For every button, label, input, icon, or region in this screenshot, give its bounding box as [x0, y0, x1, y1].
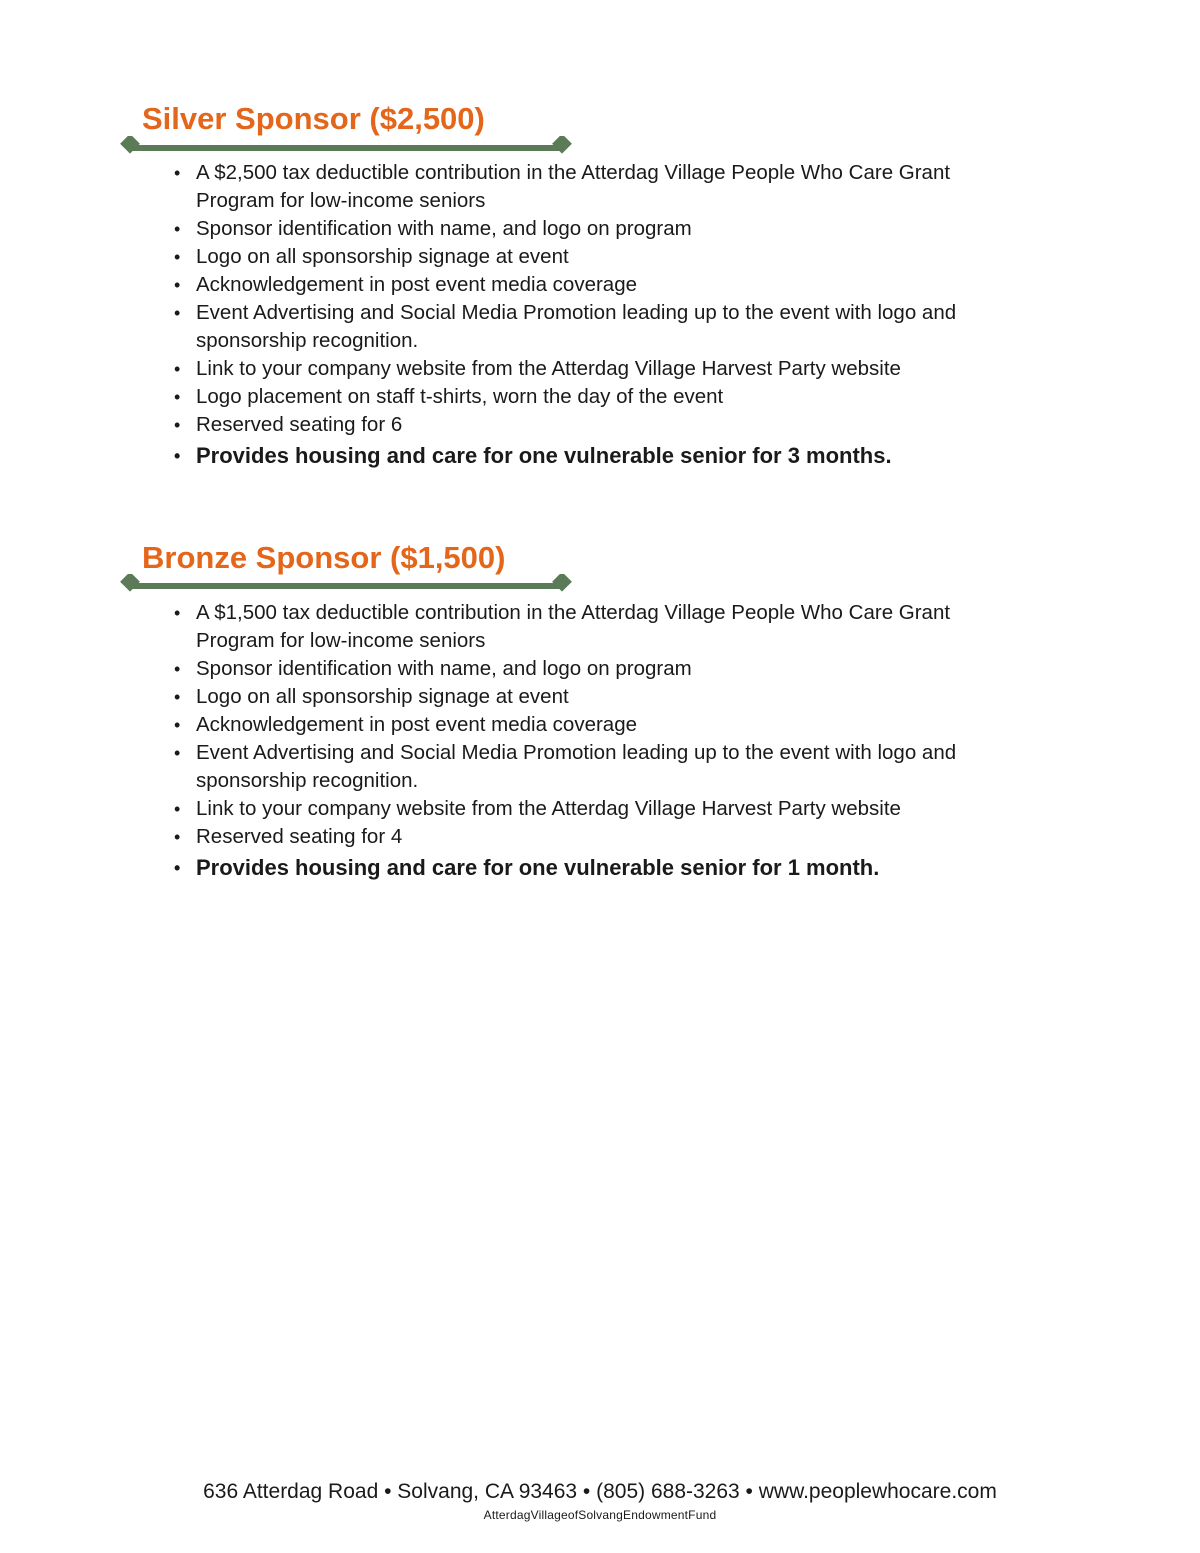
divider-right-diamond — [552, 136, 572, 154]
bullet-icon: • — [174, 359, 181, 379]
bronze-benefits-list — [172, 599, 1032, 883]
list-item: • Sponsor identification with name, and logo on program — [172, 215, 1032, 243]
footer-organization: AtterdagVillageofSolvangEndowmentFund — [483, 1508, 717, 1522]
list-item: • Sponsor identification with name, and logo on program — [172, 655, 1032, 683]
list-item: • Logo on all sponsorship signage at event — [172, 243, 1032, 271]
list-item: • A $1,500 tax deductible contribution in the Atterdag Village People Who Care Grant Program for low-income seniors — [174, 601, 951, 652]
bronze-divider — [118, 574, 574, 598]
divider-left-diamond — [120, 136, 140, 154]
list-item: • Logo placement on staff t-shirts, worn the day of the event — [172, 383, 1032, 411]
bullet-icon: • — [174, 446, 181, 466]
bullet-icon: • — [174, 715, 181, 735]
list-item: • Acknowledgement in post event media coverage — [172, 271, 1032, 299]
bullet-icon: • — [174, 827, 181, 847]
silver-benefits-list — [172, 159, 1032, 471]
bullet-icon: • — [174, 275, 181, 295]
bullet-icon: • — [174, 415, 181, 435]
bullet-icon: • — [174, 858, 181, 878]
bullet-icon: • — [174, 799, 181, 819]
list-item: • Link to your company website from the Atterdag Village Harvest Party website — [172, 795, 1032, 823]
bullet-icon: • — [174, 659, 181, 679]
list-item: • Link to your company website from the Atterdag Village Harvest Party website — [172, 355, 1032, 383]
footer-address: 636 Atterdag Road • Solvang, CA 93463 • (805) 688-3263 • www.peoplewhocare.com — [203, 1480, 997, 1503]
bullet-icon: • — [174, 303, 181, 323]
bullet-icon: • — [174, 743, 181, 763]
divider-right-diamond — [552, 574, 572, 592]
bullet-icon: • — [174, 603, 181, 623]
bullet-icon: • — [174, 387, 181, 407]
bullet-icon: • — [174, 247, 181, 267]
silver-sponsor-heading: Silver Sponsor ($2,500) — [142, 101, 485, 136]
list-item: • Reserved seating for 6 — [172, 411, 1032, 439]
impact-statement: • Provides housing and care for one vulnerable senior for 1 month. — [172, 853, 1032, 883]
list-item: • Event Advertising and Social Media Promotion leading up to the event with logo and sponsorship recognition. — [174, 741, 957, 792]
silver-divider — [118, 136, 574, 160]
list-item: • Logo on all sponsorship signage at event — [172, 683, 1032, 711]
list-item: • Reserved seating for 4 — [172, 823, 1032, 851]
list-item: • Event Advertising and Social Media Promotion leading up to the event with logo and sponsorship recognition. — [174, 301, 957, 352]
list-item: • Acknowledgement in post event media coverage — [172, 711, 1032, 739]
bullet-icon: • — [174, 219, 181, 239]
list-item: • A $2,500 tax deductible contribution in the Atterdag Village People Who Care Grant Program for low-income seniors — [174, 161, 951, 212]
bronze-sponsor-heading: Bronze Sponsor ($1,500) — [142, 540, 506, 575]
bullet-icon: • — [174, 163, 181, 183]
impact-statement: • Provides housing and care for one vulnerable senior for 3 months. — [172, 441, 1032, 471]
bullet-icon: • — [174, 687, 181, 707]
divider-left-diamond — [120, 574, 140, 592]
